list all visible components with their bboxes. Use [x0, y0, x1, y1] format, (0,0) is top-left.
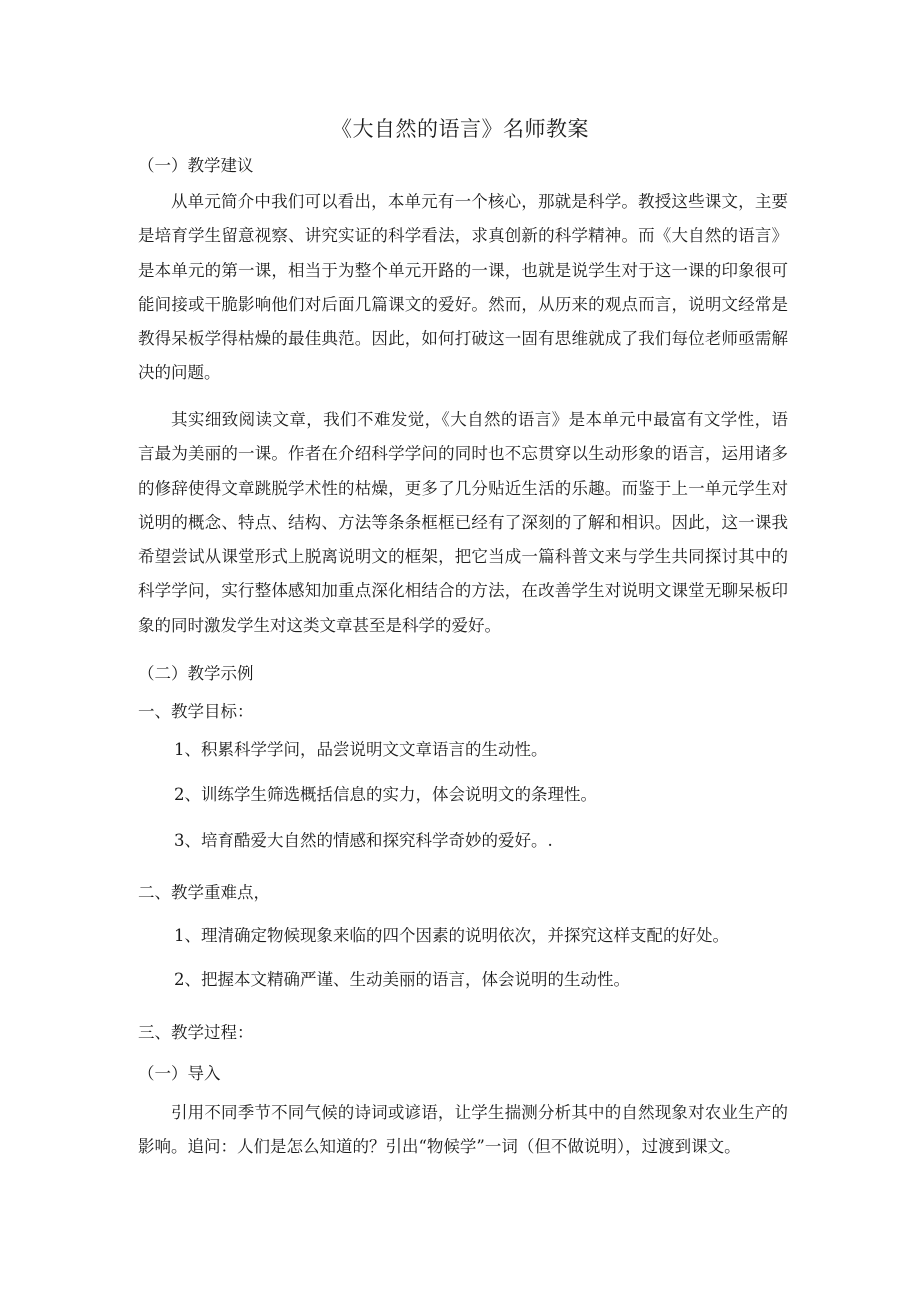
heading-key-difficulties: 二、教学重难点， — [138, 883, 270, 902]
paragraph-introduction: 引用不同季节不同气候的诗词或谚语，让学生揣测分析其中的自然现象对农业生产的影响。追问：人们是怎么知道的？引出“物候学”一词（但不做说明），过渡到课文。 — [138, 1103, 788, 1157]
goal-item-2: 2、训练学生筛选概括信息的实力，体会说明文的条理性。 — [174, 785, 597, 804]
paragraph-analysis: 其实细致阅读文章，我们不难发觉，《大自然的语言》是本单元中最富有文学性，语言最为美丽的一课。作者在介绍科学学问的同时也不忘贯穿以生动形象的语言，运用诸多的修辞使得文章跳脱学术性的枯燥，更多了几分贴近生活的乐趣。而鉴于上一单元学生对说明的概念、特点、结构、方法等条条框框已经有了深刻的了解和相识。因此，这一课我希望尝试从课堂形式上脱离说明文的框架，把它当成一篇科普文来与学生共同探讨其中的科学学问，实行整体感知加重点深化相结合的方法，在改善学生对说明文课堂无聊呆板印象的同时激发学生对这类文章甚至是科学的爱好。 — [138, 410, 788, 635]
document-title: 《大自然的语言》名师教案 — [331, 117, 589, 141]
difficulty-item-2: 2、把握本文精确严谨、生动美丽的语言，体会说明的生动性。 — [174, 970, 630, 989]
heading-teaching-process: 三、教学过程： — [138, 1023, 254, 1042]
paragraph-intro: 从单元简介中我们可以看出，本单元有一个核心，那就是科学。教授这些课文，主要是培育学生留意视察、讲究实证的科学看法，求真创新的科学精神。而《大自然的语言》是本单元的第一课，相当于为整个单元开路的一课，也就是说学生对于这一课的印象很可能间接或干脆影响他们对后面几篇课文的爱好。然而，从历来的观点而言，说明文经常是教得呆板学得枯燥的最佳典范。因此，如何打破这一固有思维就成了我们每位老师亟需解决的问题。 — [138, 192, 788, 383]
goal-item-3: 3、培育酷爱大自然的情感和探究科学奇妙的爱好。. — [174, 831, 553, 850]
heading-teaching-goals: 一、教学目标： — [138, 702, 254, 721]
subheading-introduction: （一）导入 — [138, 1064, 221, 1083]
goal-item-1: 1、积累科学学问，品尝说明文文章语言的生动性。 — [174, 740, 548, 759]
section-heading-teaching-suggestions: （一）教学建议 — [138, 156, 254, 175]
section-heading-teaching-example: （二）教学示例 — [138, 664, 254, 683]
difficulty-item-1: 1、理清确定物候现象来临的四个因素的说明依次，并探究这样支配的好处。 — [174, 926, 729, 945]
